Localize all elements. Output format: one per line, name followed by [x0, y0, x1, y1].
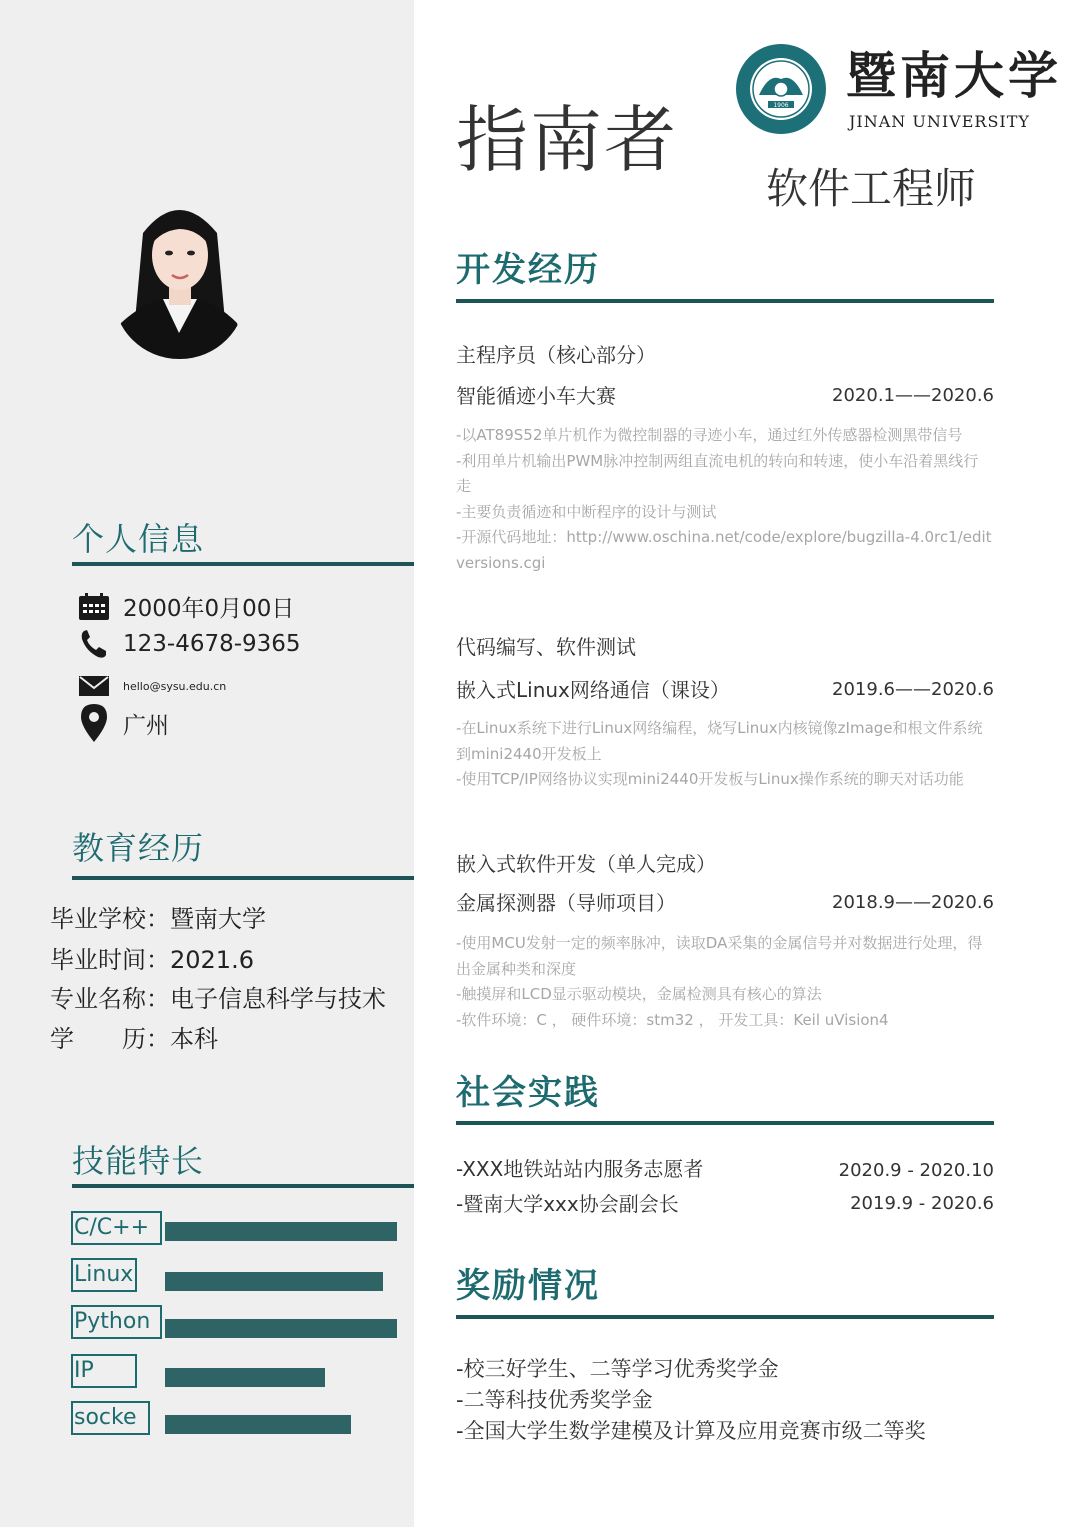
experience-role: 代码编写、软件测试 — [456, 635, 636, 659]
practice-item: -暨南大学xxx协会副会长 — [456, 1192, 679, 1216]
description-line: -使用TCP/IP网络协议实现mini2440开发板与Linux操作系统的聊天对话功能 — [456, 770, 964, 788]
experience-description — [456, 716, 992, 793]
description-line: -以AT89S52单片机作为微控制器的寻迹小车，通过红外传感器检测黑带信号 — [456, 426, 963, 444]
email-text: hello@sysu.edu.cn — [123, 679, 227, 693]
info-email — [78, 676, 226, 696]
description-line: -触摸屏和LCD显示驱动模块，金属检测具有核心的算法 — [456, 985, 822, 1003]
skill-label: Linux — [71, 1258, 137, 1292]
candidate-name: 指南者 — [456, 98, 679, 182]
skill-bar-track — [165, 1415, 455, 1434]
section-title-personal: 个人信息 — [72, 520, 205, 558]
description-line: -开源代码地址：http://www.oschina.net/code/explore/bugzilla-4.0rc1/editversions.cgi — [456, 528, 992, 572]
profile-photo — [113, 193, 246, 359]
section-title-education: 教育经历 — [72, 829, 205, 867]
practice-item: -XXX地铁站站内服务志愿者 — [456, 1157, 704, 1181]
education-major: 专业名称：电子信息科学与技术 — [50, 985, 386, 1013]
skill-bar-track — [165, 1222, 455, 1241]
section-title-awards: 奖励情况 — [456, 1266, 600, 1306]
mail-icon — [78, 676, 110, 696]
info-phone — [78, 629, 301, 659]
experience-date: 2020.1——2020.6 — [832, 385, 994, 406]
university-name-en: JINAN UNIVERSITY — [849, 112, 1030, 131]
university-name-cn: 暨南大学 — [846, 46, 1062, 105]
education-graduation: 毕业时间：2021.6 — [50, 946, 254, 974]
skill-bar-track — [165, 1272, 455, 1291]
education-school: 毕业学校：暨南大学 — [50, 905, 266, 933]
skill-bar — [165, 1222, 397, 1241]
section-title-skills: 技能特长 — [72, 1142, 205, 1180]
award-item: -二等科技优秀奖学金 — [456, 1388, 653, 1412]
experience-role: 嵌入式软件开发（单人完成） — [456, 852, 716, 876]
section-title-practice: 社会实践 — [456, 1073, 600, 1113]
experience-project: 金属探测器（导师项目） — [456, 891, 676, 915]
section-rule — [456, 1121, 994, 1125]
skill-label: IP — [71, 1354, 137, 1388]
description-line: -使用MCU发射一定的频率脉冲，读取DA采集的金属信号并对数据进行处理，得出金属种类和深度 — [456, 934, 983, 978]
experience-description — [456, 931, 992, 1033]
award-item: -全国大学生数学建模及计算及应用竞赛市级二等奖 — [456, 1419, 926, 1443]
section-rule — [456, 1315, 994, 1319]
description-line: -软件环境：C ， 硬件环境：stm32 ， 开发工具：Keil uVision4 — [456, 1010, 889, 1029]
skill-bar — [165, 1319, 397, 1338]
phone-icon — [78, 629, 110, 659]
experience-date: 2019.6——2020.6 — [832, 679, 994, 700]
description-line: -主要负责循迹和中断程序的设计与测试 — [456, 502, 717, 521]
experience-project: 智能循迹小车大赛 — [456, 384, 616, 408]
map-pin-icon — [78, 704, 110, 742]
birthday-text: 2000年0月00日 — [123, 596, 295, 622]
university-seal-icon — [735, 43, 827, 139]
section-rule — [456, 299, 994, 303]
experience-description — [456, 423, 992, 576]
skill-label: Python — [71, 1305, 162, 1339]
skill-bar-track — [165, 1319, 455, 1338]
skill-bar — [165, 1272, 383, 1291]
practice-date: 2020.9 - 2020.10 — [838, 1160, 994, 1181]
location-text: 广州 — [123, 712, 169, 739]
info-birthday — [78, 590, 294, 623]
section-rule — [72, 562, 414, 566]
experience-date: 2018.9——2020.6 — [832, 892, 994, 913]
skill-label: socke — [71, 1401, 150, 1435]
skill-label: C/C++ — [71, 1211, 162, 1245]
skill-bar-track — [165, 1368, 455, 1387]
section-rule — [72, 876, 414, 880]
skill-bar — [165, 1415, 351, 1434]
education-degree: 学 历：本科 — [50, 1025, 218, 1053]
experience-project: 嵌入式Linux网络通信（课设） — [456, 678, 730, 702]
section-rule — [72, 1184, 414, 1188]
job-title: 软件工程师 — [766, 164, 977, 213]
phone-text: 123-4678-9365 — [123, 631, 301, 657]
practice-date: 2019.9 - 2020.6 — [850, 1193, 994, 1214]
section-title-experience: 开发经历 — [456, 250, 600, 290]
experience-role: 主程序员（核心部分） — [456, 343, 656, 367]
award-item: -校三好学生、二等学习优秀奖学金 — [456, 1357, 779, 1381]
description-line: -利用单片机输出PWM脉冲控制两组直流电机的转向和转速，使小车沿着黑线行走 — [456, 451, 979, 495]
info-location — [78, 704, 169, 742]
description-line: -在Linux系统下进行Linux网络编程，烧写Linux内核镜像zImage和根文件系统到mini2440开发板上 — [456, 719, 983, 763]
skill-bar — [165, 1368, 325, 1387]
calendar-icon — [78, 593, 110, 621]
seal-year: 1906 — [773, 102, 789, 109]
